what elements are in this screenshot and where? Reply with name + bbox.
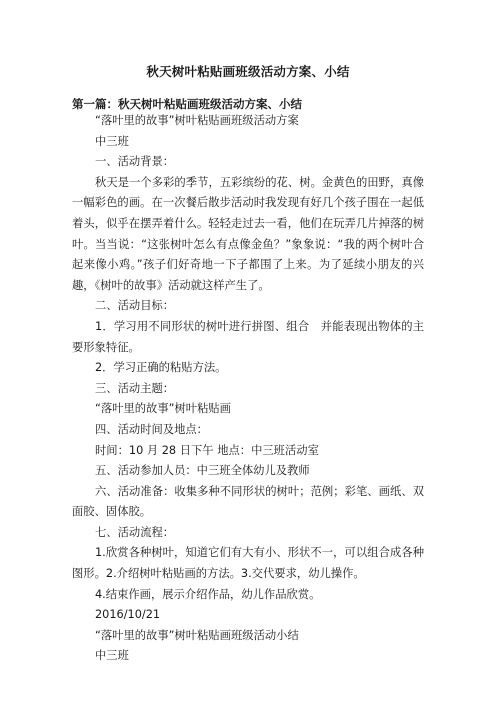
plan-title: “落叶里的故事”树叶粘贴画班级活动方案 <box>95 114 299 127</box>
goal-1: 1．学习用不同形状的树叶进行拼图、组合 并能表现出物体的主要形象特征。 <box>72 319 424 354</box>
date: 2016/10/21 <box>95 608 161 622</box>
background-paragraph: 秋天是一个多彩的季节，五彩缤纷的花、树。金黄色的田野，真像一幅彩色的画。在一次餐后散步活动时我发现有好几个孩子围在一起低着头，似乎在摆弄着什么。轻轻走过去一看，他们在玩弄几片掉落的树叶。当当说：“这张树叶怎么有点像金鱼？”象象说：“我的两个树叶合起来像小鸡。”孩子们好奇地一下子都围了上来。为了延续小朋友的兴趣，《树叶的故事》活动就这样产生了。 <box>72 175 424 292</box>
theme-text: “落叶里的故事”树叶粘贴画 <box>95 402 231 416</box>
document-body <box>72 111 424 667</box>
class-name: 中三班 <box>95 134 129 148</box>
preparation: 六、活动准备：收集多种不同形状的树叶；范例；彩笔、画纸、双面胶、固体胶。 <box>72 484 424 519</box>
heading-background: 一、活动背景： <box>95 155 175 169</box>
participants: 五、活动参加人员：中三班全体幼儿及教师 <box>95 464 310 478</box>
summary-title: “落叶里的故事”树叶粘贴画班级活动小结 <box>95 628 299 642</box>
heading-process: 七、活动流程： <box>95 525 175 539</box>
time-place-text: 时间：10 月 28 日下午 地点：中三班活动室 <box>95 443 319 457</box>
summary-class-name: 中三班 <box>95 649 129 663</box>
goal-2: 2．学习正确的粘贴方法。 <box>95 361 227 375</box>
document-title: 秋天树叶粘贴画班级活动方案、小结 <box>146 64 350 79</box>
heading-theme: 三、活动主题： <box>95 381 175 395</box>
process-steps-1-3: 1.欣赏各种树叶，知道它们有大有小、形状不一，可以组合成各种图形。2.介绍树叶粘贴画的方法。3.交代要求，幼儿操作。 <box>72 546 424 581</box>
section-heading: 第一篇：秋天树叶粘贴画班级活动方案、小结 <box>72 97 302 111</box>
heading-time-place: 四、活动时间及地点： <box>95 422 208 436</box>
process-step-4: 4.结束作画，展示介绍作品，幼儿作品欣赏。 <box>95 587 321 601</box>
heading-goals: 二、活动目标： <box>95 299 175 313</box>
